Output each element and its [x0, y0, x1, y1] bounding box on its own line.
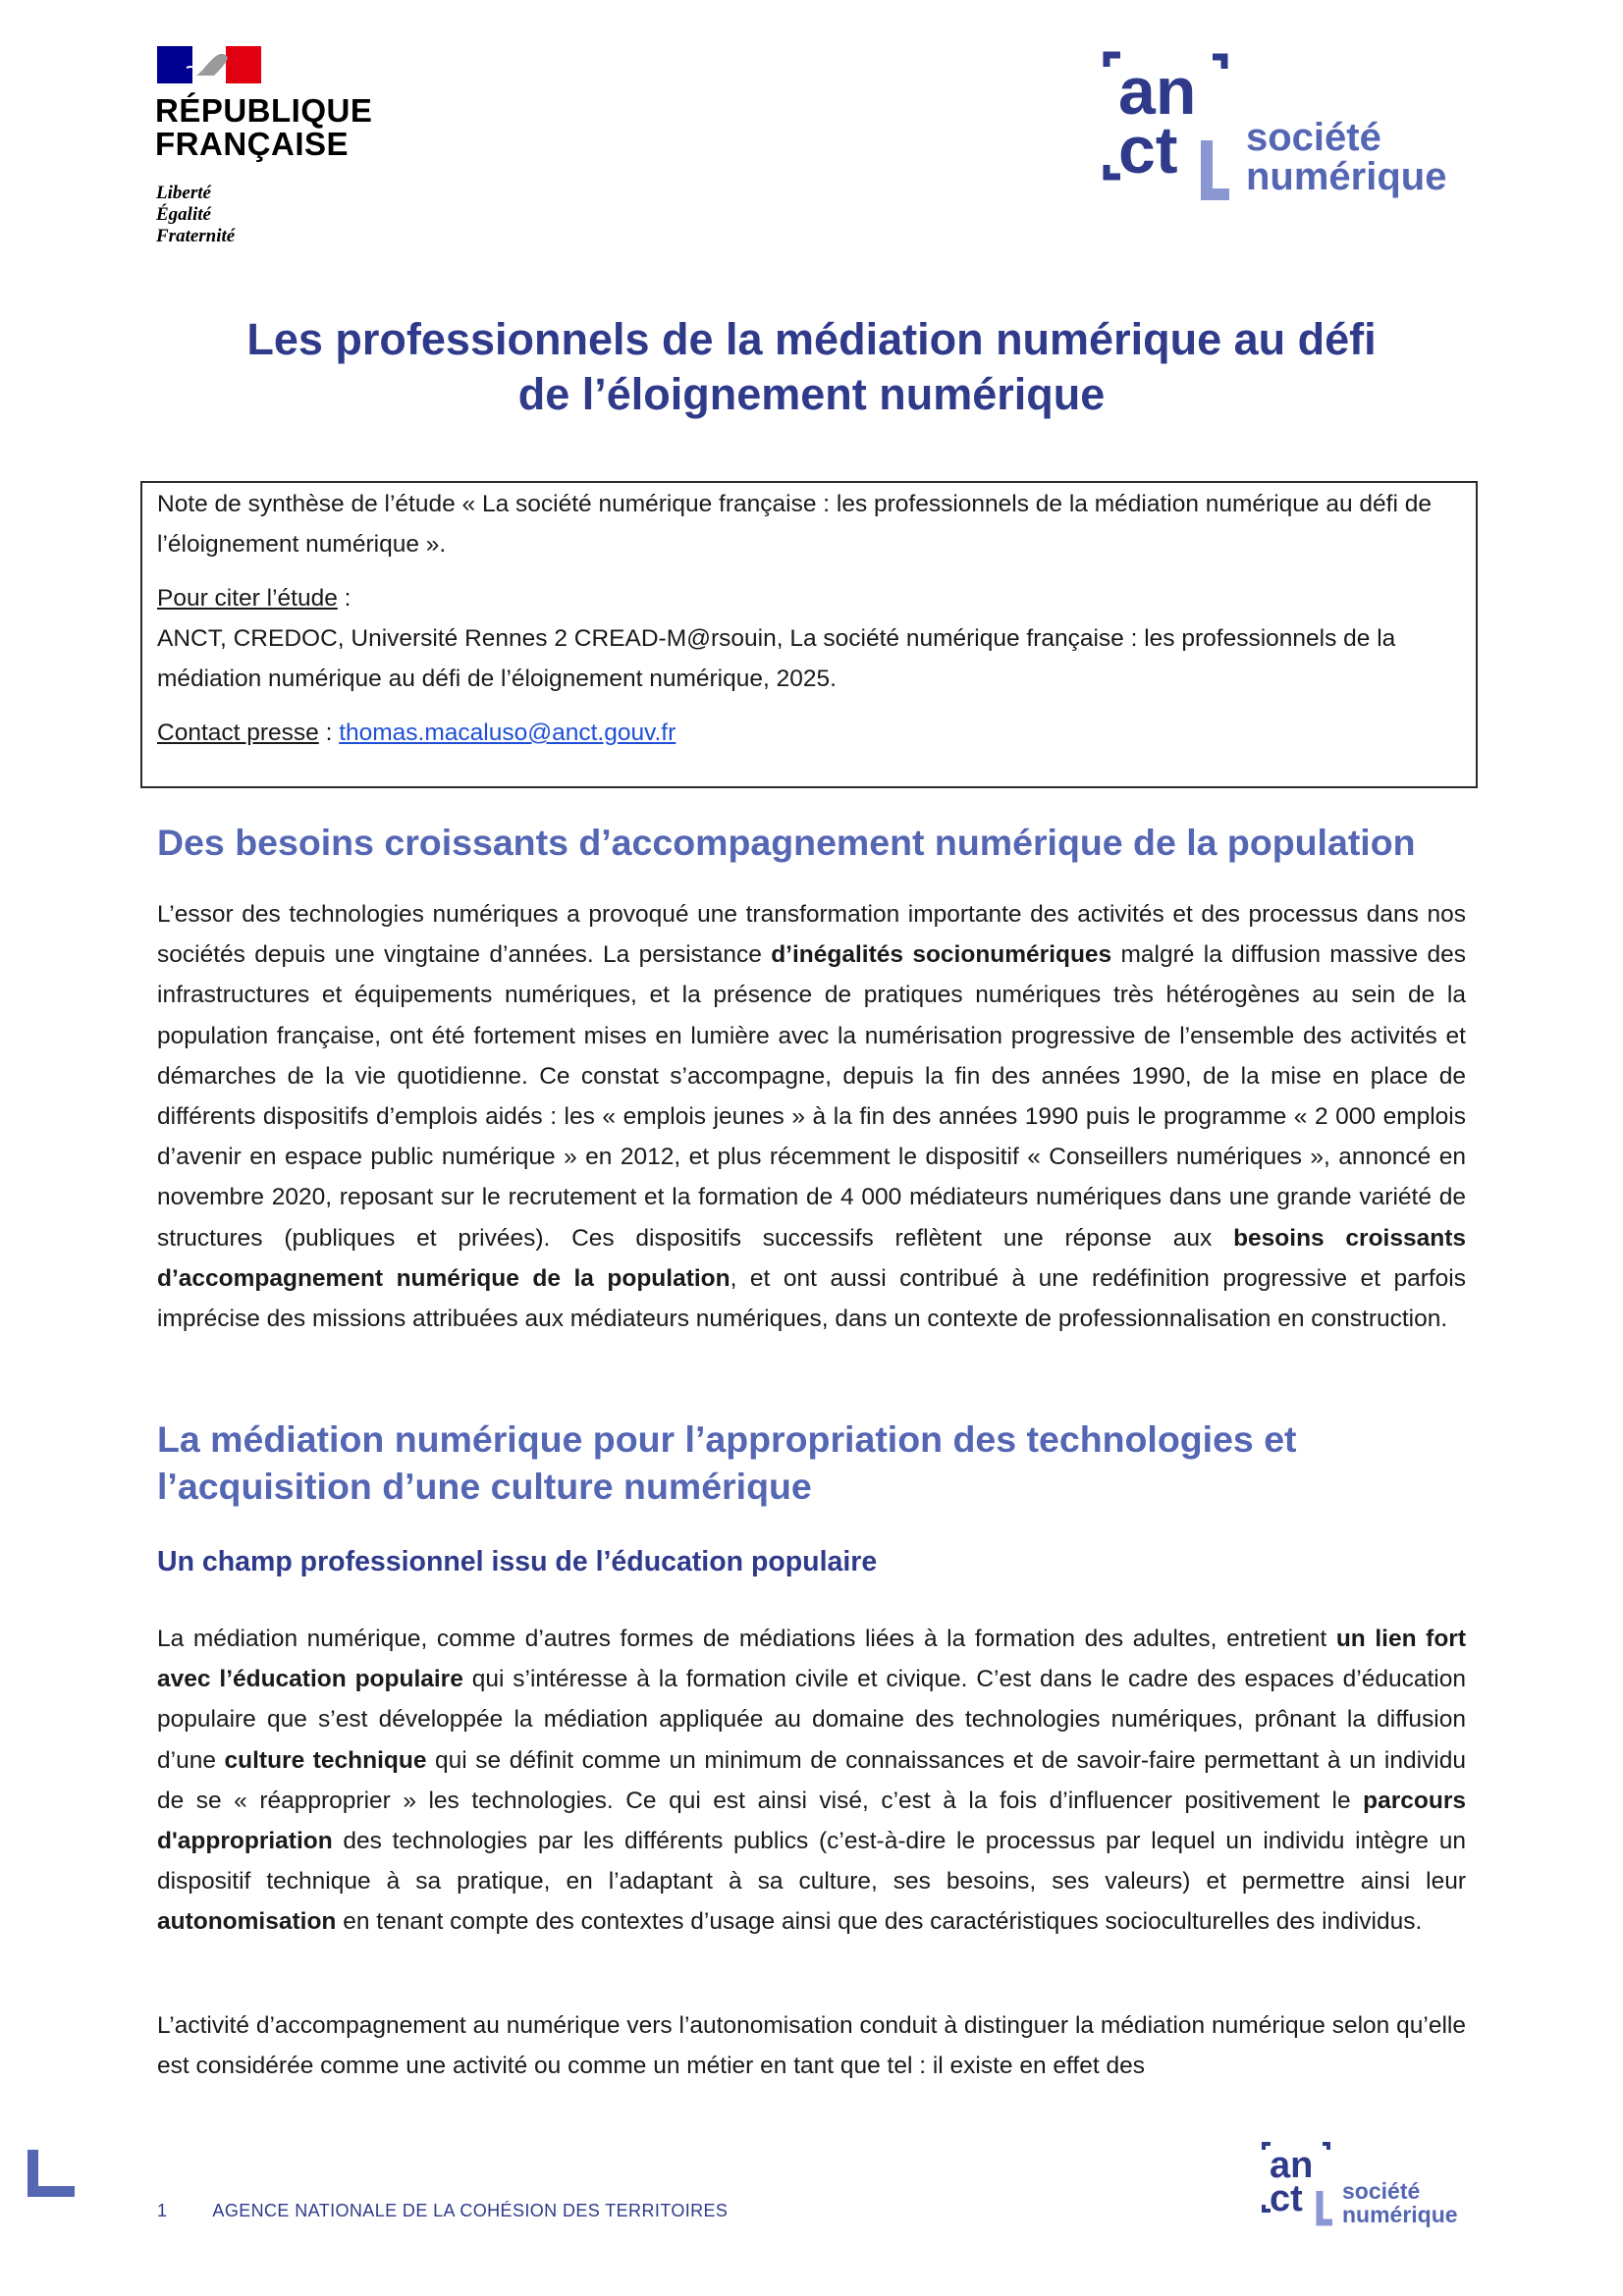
- republique-francaise-wordmark: RÉPUBLIQUE FRANÇAISE: [155, 92, 373, 162]
- citation-text: ANCT, CREDOC, Université Rennes 2 CREAD-M@rsouin, La société numérique française : les professionnels de la médiation numérique au défi de l’éloignement numérique, 2025.: [157, 625, 1396, 692]
- footer-agency-name: AGENCE NATIONALE DE LA COHÉSION DES TERRITOIRES: [212, 2201, 729, 2220]
- section-heading-besoins: Des besoins croissants d’accompagnement numérique de la population: [157, 822, 1416, 863]
- paragraph-education-populaire: La médiation numérique, comme d’autres formes de médiations liées à la formation des adultes, entretient un lien fort avec l’éducation populaire qui s’intéresse à la formation civile et civique. C’est dans le cadre des espaces d’éducation populaire que s’est développée la médiation appliquée au domaine des technologies numériques, prônant la diffusion d’une culture technique qui se définit comme un minimum de connaissances et de savoir-faire permettant à un individu de se « réapproprier » les technologies. Ce qui est ainsi visé, c’est à la fois d’influencer positivement le parcours d'appropriation des technologies par les différents publics (c’est-à-dire le processus par lequel un individu intègre un dispositif technique à sa pratique, en l’adaptant à sa culture, ses besoins, ses valeurs) et permettre ainsi leur autonomisation en tenant compte des contextes d’usage ainsi que des caractéristiques socioculturelles des individus.: [157, 1626, 1466, 1936]
- press-email-link[interactable]: thomas.macaluso@anct.gouv.fr: [339, 720, 676, 746]
- svg-text:société: société: [1342, 2178, 1421, 2204]
- document-title: Les professionnels de la médiation numérique au défi de l’éloignement numérique: [246, 314, 1377, 419]
- anct-logo-an: an: [1118, 54, 1197, 129]
- note-summary: Note de synthèse de l’étude « La société numérique française : les professionnels de la médiation numérique au défi de l’éloignement numérique ».: [157, 491, 1432, 558]
- cite-label: Pour citer l’étude: [157, 585, 338, 612]
- brand-numerique: numérique: [1246, 155, 1447, 198]
- marianne-flag-logo: [157, 46, 261, 83]
- svg-text:numérique: numérique: [1342, 2202, 1458, 2227]
- anct-societe-numerique-logo: [1097, 47, 1489, 214]
- page-number: 1: [157, 2201, 168, 2220]
- paragraph-autonomisation: L’activité d’accompagnement au numérique vers l’autonomisation conduit à distinguer la médiation numérique selon qu’elle est considérée comme une activité ou comme un métier en tant que tel : il existe en effet des: [157, 2012, 1466, 2080]
- press-contact-line: Contact presse : thomas.macaluso@anct.gouv.fr: [157, 720, 676, 746]
- republic-motto: Liberté Égalité Fraternité: [156, 183, 236, 246]
- section-heading-mediation: La médiation numérique pour l’appropriation des technologies et l’acquisition d’une culture numérique: [157, 1418, 1297, 1507]
- citation-label-line: Pour citer l’étude :: [157, 585, 352, 612]
- svg-text:an: an: [1270, 2145, 1314, 2186]
- synthesis-note-box: [140, 481, 1478, 788]
- paragraph-besoins: L’essor des technologies numériques a provoqué une transformation importante des activités et des processus dans nos sociétés depuis une vingtaine d’années. La persistance d’inégalités socionumériques malgré la diffusion massive des infrastructures et équipements numériques, et la présence de pratiques numériques très hétérogènes au sein de la population française, ont été fortement mises en lumière avec la numérisation progressive de l’ensemble des activités et démarches de la vie quotidienne. Ce constat s’accompagne, depuis la fin des années 1990, de la mise en place de différents dispositifs d’emplois aidés : les « emplois jeunes » à la fin des années 1990 puis le programme « 2 000 emplois d’avenir en espace public numérique » en 2012, et plus récemment le dispositif « Conseillers numériques », annoncé en novembre 2020, reposant sur le recrutement et la formation de 4 000 médiateurs numériques dans une grande variété de structures (publiques et privées). Ces dispositifs successifs reflètent une réponse aux besoins croissants d’accompagnement numérique de la population, et ont aussi contribué à une redéfinition progressive et parfois imprécise des missions attribuées aux médiateurs numériques, dans un contexte de professionnalisation en construction.: [157, 901, 1467, 1333]
- subheading-education-populaire: Un champ professionnel issu de l’éducation populaire: [157, 1546, 878, 1577]
- page-footer: [157, 2199, 728, 2222]
- brand-societe: société: [1246, 116, 1381, 159]
- anct-societe-numerique-footer-logo: [1260, 2140, 1486, 2238]
- anct-logo-ct: ct: [1118, 113, 1178, 187]
- contact-label: Contact presse: [157, 720, 319, 746]
- corner-bracket-icon: [27, 2150, 75, 2197]
- svg-text:ct: ct: [1270, 2178, 1303, 2219]
